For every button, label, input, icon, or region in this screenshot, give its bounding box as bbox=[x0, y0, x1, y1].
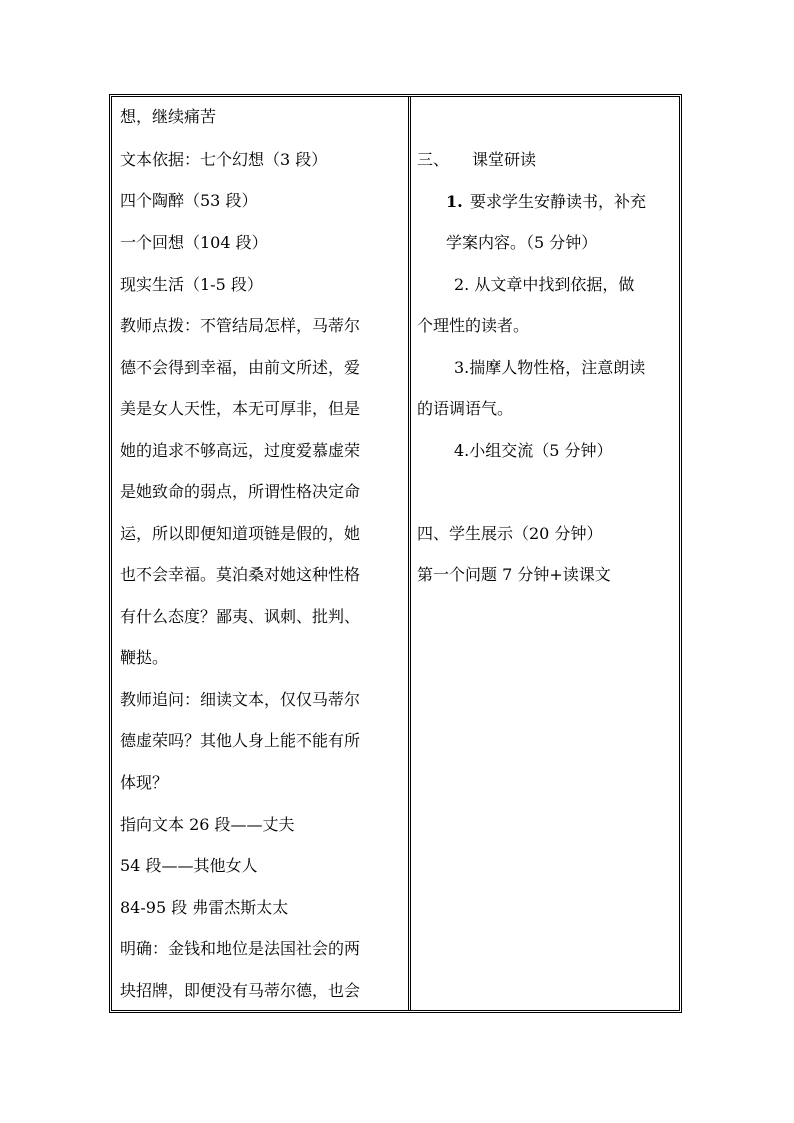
left-line: 84-95 段 弗雷杰斯太太 bbox=[120, 898, 289, 917]
left-line: 块招牌，即便没有马蒂尔德，也会 bbox=[120, 981, 361, 1000]
left-line: 体现？ bbox=[120, 773, 169, 792]
item-3-text: 3.揣摩人物性格，注意朗读 bbox=[454, 358, 646, 377]
left-line: 运，所以即便知道项链是假的，她 bbox=[120, 524, 361, 543]
item-4-text: 4.小组交流（5 分钟） bbox=[454, 441, 613, 460]
left-line: 她的追求不够高远，过度爱慕虚荣 bbox=[120, 441, 361, 460]
left-line: 是她致命的弱点，所谓性格决定命 bbox=[120, 482, 361, 501]
right-column bbox=[410, 97, 679, 1010]
section-3-title: 课堂研读 bbox=[472, 150, 537, 169]
item-1-text: 要求学生安静读书，补充 bbox=[470, 192, 647, 211]
left-line: 54 段——其他女人 bbox=[120, 856, 258, 875]
section-4-heading: 四、学生展示（20 分钟） bbox=[417, 524, 603, 543]
left-line: 教师追问：细读文本，仅仅马蒂尔 bbox=[120, 690, 361, 709]
left-line: 德不会得到幸福，由前文所述，爱 bbox=[120, 358, 361, 377]
left-line: 想，继续痛苦 bbox=[120, 107, 217, 126]
item-2-text: 2. 从文章中找到依据，做 bbox=[454, 275, 635, 294]
left-line: 德虚荣吗？其他人身上能不能有所 bbox=[120, 731, 361, 750]
left-line: 美是女人天性，本无可厚非，但是 bbox=[120, 399, 361, 418]
left-line: 教师点拨：不管结局怎样，马蒂尔 bbox=[120, 316, 361, 335]
left-line: 四个陶醉（53 段） bbox=[120, 191, 258, 210]
section-3-number: 三、 bbox=[417, 150, 450, 169]
item-1-continuation: 学案内容。（5 分钟） bbox=[446, 233, 598, 252]
left-line: 一个回想（104 段） bbox=[120, 233, 268, 252]
section-4-continuation: 第一个问题 7 分钟+读课文 bbox=[417, 565, 611, 584]
left-line: 现实生活（1-5 段） bbox=[120, 275, 263, 294]
left-line: 有什么态度？鄙夷、讽刺、批判、 bbox=[120, 607, 361, 626]
left-line: 也不会幸福。莫泊桑对她这种性格 bbox=[120, 565, 361, 584]
item-2-continuation: 个理性的读者。 bbox=[417, 316, 530, 335]
item-3-continuation: 的语调语气。 bbox=[417, 399, 514, 418]
left-line: 明确：金钱和地位是法国社会的两 bbox=[120, 939, 361, 958]
left-line: 文本依据：七个幻想（3 段） bbox=[120, 150, 328, 169]
left-line: 鞭挞。 bbox=[120, 648, 169, 667]
lesson-plan-table bbox=[111, 96, 680, 1011]
column-divider bbox=[408, 97, 409, 1010]
left-line: 指向文本 26 段——丈夫 bbox=[120, 815, 295, 834]
item-1-number: 1. bbox=[446, 192, 463, 211]
